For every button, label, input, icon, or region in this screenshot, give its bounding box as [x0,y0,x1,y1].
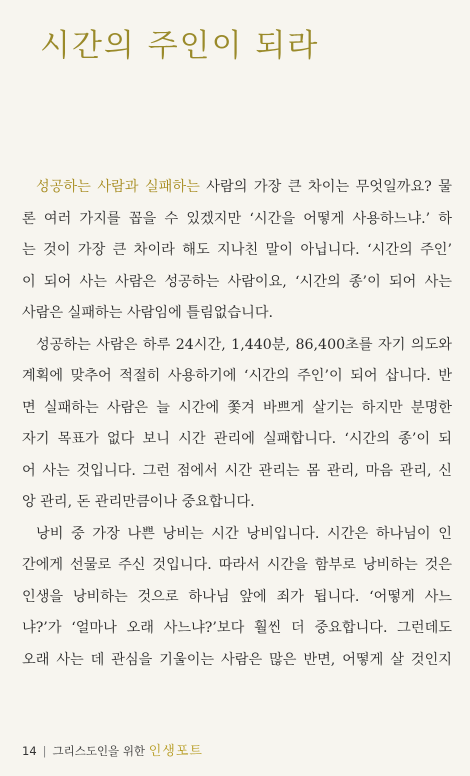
body-line: 자기 목표가 없다 보니 시간 관리에 실패합니다. ‘시간의 종’이 되 [22,431,452,447]
body-text [22,172,452,676]
body-line: 냐?’가 ‘얼마나 오래 사느냐?’보다 훨씬 더 중요합니다. 그런데도 [22,620,452,636]
book-title-prefix: 그리스도인을 위한 [52,744,146,758]
body-line: 사람은 실패하는 사람임에 틀림없습니다. [22,305,274,321]
body-line: 성공하는 사람은 하루 24시간, 1,440분, 86,400초를 자기 의도와 [36,336,452,353]
body-line: 어 사는 것입니다. 그런 점에서 시간 관리는 몸 관리, 마음 관리, 신 [22,462,452,479]
body-line: 계획에 맞추어 적절히 사용하기에 ‘시간의 주인’이 되어 삽니다. 반 [22,368,452,384]
body-line: 낭비 중 가장 나쁜 낭비는 시간 낭비입니다. 시간은 하나님이 인 [36,525,452,542]
body-line: 이 되어 사는 사람은 성공하는 사람이요, ‘시간의 종’이 되어 사는 [22,273,452,290]
body-line: 간에게 선물로 주신 것입니다. 따라서 시간을 함부로 낭비하는 것은 [22,557,452,573]
body-line: 앙 관리, 돈 관리만큼이나 중요합니다. [22,494,255,510]
page-footer [22,740,203,759]
body-line: 면 실패하는 사람은 늘 시간에 쫓겨 바쁘게 살기는 하지만 분명한 [22,399,452,416]
body-line: 성공하는 사람과 실패하는 사람의 가장 큰 차이는 무엇일까요? 물 [36,179,453,195]
body-line: 는 것이 가장 큰 차이라 해도 지나친 말이 아닙니다. ‘시간의 주인’ [22,242,452,258]
body-line: 오래 사는 데 관심을 기울이는 사람은 많은 반면, 어떻게 살 것인지 [22,651,452,668]
footer-separator: | [42,744,47,758]
page-number: 14 [22,744,37,758]
body-line: 인생을 낭비하는 것으로 하나님 앞에 죄가 됩니다. ‘어떻게 사느 [22,588,452,605]
chapter-title: 시간의 주인이 되라 [40,28,320,64]
body-line: 론 여러 가지를 꼽을 수 있겠지만 ‘시간을 어떻게 사용하느냐.’ 하 [22,210,452,227]
highlighted-phrase: 성공하는 사람과 실패하는 [36,179,200,195]
book-brand: 인생포트 [148,744,203,759]
